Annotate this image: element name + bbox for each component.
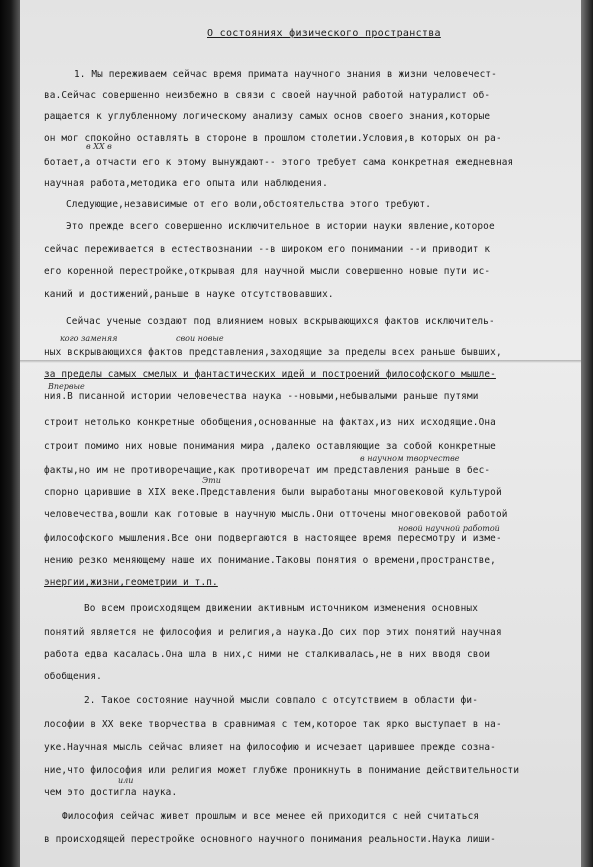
text-line: философского мышления.Все они подвергаются в настоящее время пересмотру и изме- (44, 533, 502, 544)
text-line: факты,но им не противоречащие,как противоречат им представления раньше в бес- (44, 465, 491, 476)
text-line: научная работа,методика его опыта или наблюдения. (44, 178, 328, 189)
text-line: ва.Сейчас совершенно неизбежно в связи с своей научной работой натуралист об- (44, 90, 491, 101)
handwritten-note: новой научной работой (398, 524, 500, 533)
text-line: человечества,вошли как готовые в научную мысль.Они отточены многовековой работой (44, 509, 508, 520)
text-line: 2. Такое состояние научной мысли совпало с отсутствием в области фи- (84, 695, 479, 706)
handwritten-note: в XX в (86, 142, 112, 151)
text-line: в происходящей перестройке основного научного понимания реальности.Наука лиши- (44, 834, 496, 845)
text-line: Во всем происходящем движении активным источником изменения основных (84, 603, 479, 614)
text-line: ных вскрывающихся фактов представления,заходящие за пределы всех раньше бывших, (44, 347, 502, 358)
page-fold (20, 360, 581, 363)
film-edge-right (581, 0, 593, 867)
handwritten-note: в научном творчестве (360, 454, 460, 463)
text-line: работа едва касалась.Она шла в них,с ними не сталкивалась,не в них вводя свои (44, 649, 491, 660)
text-line: лософии в XX веке творчества в сравнимая с тем,которое так ярко выступает в на- (44, 719, 502, 730)
text-line: энергии,жизни,геометрии и т.п. (44, 577, 218, 588)
text-line: уке.Научная мысль сейчас влияет на философию и исчезает царившее прежде сознa- (44, 742, 496, 753)
text-line: ние,что философия или религия может глубже проникнуть в понимание действительности (44, 765, 520, 776)
text-line: спорно царившие в XIX веке.Представления были выработаны многовековой культурой (44, 487, 502, 498)
text-line: Следующие,независимые от его воли,обстоятельства этого требуют. (66, 199, 432, 210)
text-line: сейчас переживается в естествознании --в широком его понимании --и приводит к (44, 244, 491, 255)
document-page (20, 0, 581, 867)
text-line: строит нетолько конкретные обобщения,основанные на фактах,из них исходящие.Она (44, 417, 496, 428)
handwritten-note: свои новые (176, 334, 224, 343)
text-line: за пределы самых смелых и фантастических идей и построений философского мышле- (44, 369, 496, 380)
handwritten-note: Эти (202, 476, 221, 485)
handwritten-note: кого заменяя (60, 334, 118, 343)
text-line: Это прежде всего совершенно исключительное в истории науки явление,которое (66, 221, 495, 232)
text-line: Философия сейчас живет прошлым и все менее ей приходится с ней считаться (62, 811, 480, 822)
handwritten-note: Впервые (48, 382, 85, 391)
text-line: ботает,а отчасти его к этому вынуждают-- этого требует сама конкретная ежедневная (44, 157, 514, 168)
text-line: его коренной перестройке,открывая для научной мысли совершенно новые пути ис- (44, 266, 491, 277)
document-title: О состояниях физического пространства (207, 28, 441, 39)
text-line: ращается к углубленному логическому анализу самых основ своего знания,которые (44, 111, 491, 122)
film-edge-left (0, 0, 20, 867)
handwritten-note: или (118, 776, 134, 785)
text-line: строит помимо них новые понимания мира ,далеко оставляющие за собой конкретные (44, 441, 496, 452)
text-line: каний и достижений,раньше в науке отсутствовавших. (44, 289, 334, 300)
text-line: он мог спокойно оставлять в стороне в прошлом столетии.Условия,в которых он ра- (44, 133, 502, 144)
text-line: 1. Мы переживаем сейчас время примата научного знания в жизни человечест- (74, 69, 497, 80)
text-line: Сейчас ученые создают под влиянием новых вскрывающихся фактов исключитель- (66, 316, 495, 327)
text-line: понятий является не философия и религия,а наука.До сих пор этих понятий научная (44, 627, 502, 638)
text-line: чем это достигла наука. (44, 787, 178, 798)
text-line: обобщения. (44, 671, 102, 682)
text-line: ния.В писанной истории человечества наука --новыми,небывалыми раньше путями (44, 391, 479, 402)
text-line: нению резко меняющему наше их понимание.Таковы понятия о времени,пространстве, (44, 555, 496, 566)
